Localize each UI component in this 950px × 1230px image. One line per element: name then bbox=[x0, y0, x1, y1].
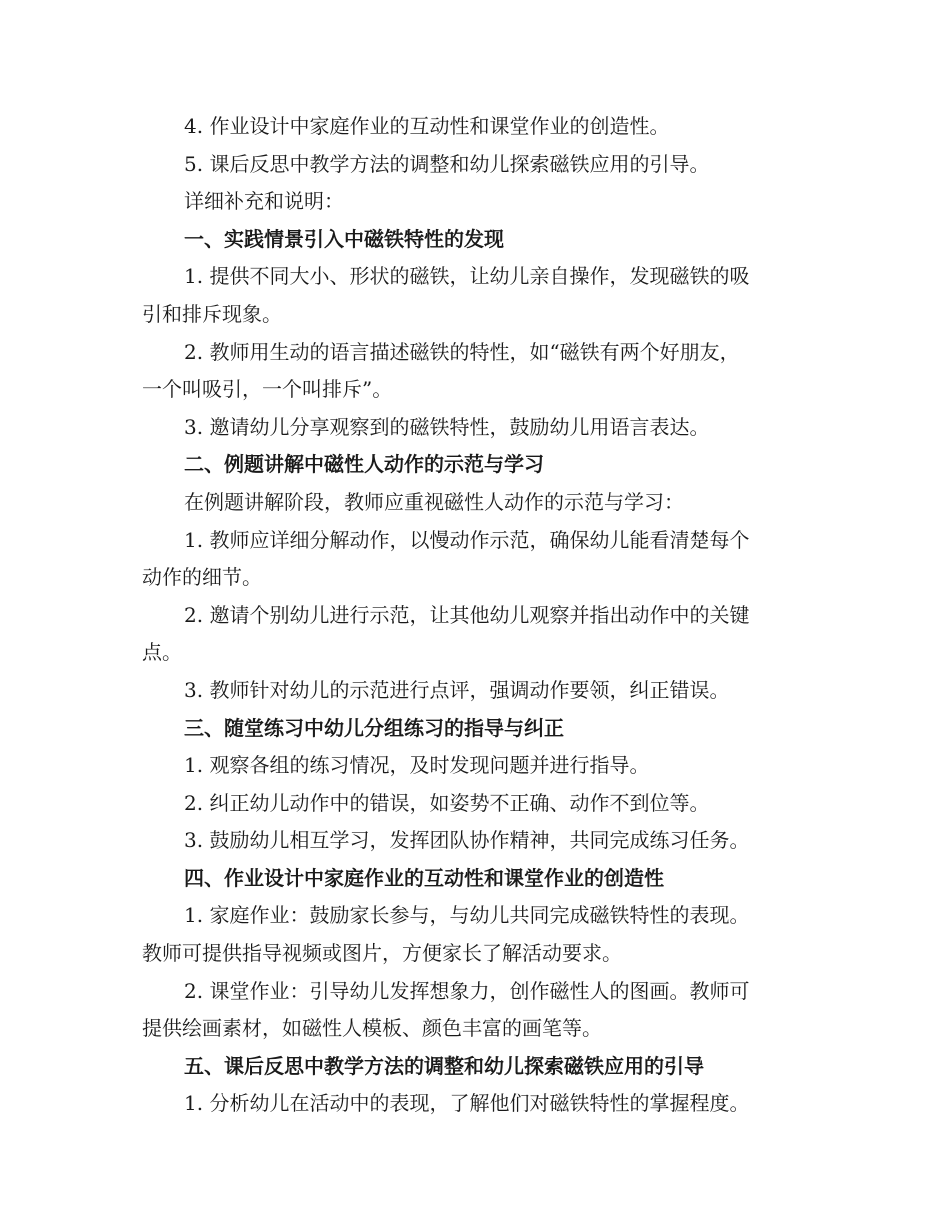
section-heading: 四、作业设计中家庭作业的互动性和课堂作业的创造性 bbox=[184, 865, 664, 890]
paragraph-line: 4. 作业设计中家庭作业的互动性和课堂作业的创造性。 bbox=[184, 114, 670, 138]
paragraph-line: 3. 鼓励幼儿相互学习，发挥团队协作精神，共同完成练习任务。 bbox=[184, 828, 750, 853]
paragraph-line: 详细补充和说明： bbox=[184, 189, 344, 214]
paragraph-line: 2. 邀请个别幼儿进行示范，让其他幼儿观察并指出动作中的关键 bbox=[184, 602, 750, 627]
paragraph-line: 引和排斥现象。 bbox=[142, 301, 282, 326]
paragraph-line: 动作的细节。 bbox=[142, 565, 262, 590]
paragraph-line: 一个叫吸引，一个叫排斥”。 bbox=[142, 377, 393, 402]
paragraph-line: 1. 分析幼儿在活动中的表现，了解他们对磁铁特性的掌握程度。 bbox=[184, 1091, 750, 1116]
section-heading: 二、例题讲解中磁性人动作的示范与学习 bbox=[184, 452, 544, 477]
paragraph-line: 1. 观察各组的练习情况，及时发现问题并进行指导。 bbox=[184, 753, 650, 778]
paragraph-line: 2. 课堂作业：引导幼儿发挥想象力，创作磁性人的图画。教师可 bbox=[184, 978, 750, 1003]
paragraph-line: 3. 邀请幼儿分享观察到的磁铁特性，鼓励幼儿用语言表达。 bbox=[184, 414, 710, 439]
paragraph-line: 1. 教师应详细分解动作，以慢动作示范，确保幼儿能看清楚每个 bbox=[184, 527, 750, 552]
paragraph-line: 1. 家庭作业：鼓励家长参与，与幼儿共同完成磁铁特性的表现。 bbox=[184, 903, 750, 928]
paragraph-line: 1. 提供不同大小、形状的磁铁，让幼儿亲自操作，发现磁铁的吸 bbox=[184, 264, 750, 289]
paragraph-line: 2. 教师用生动的语言描述磁铁的特性，如“磁铁有两个好朋友， bbox=[184, 339, 740, 364]
paragraph-line: 5. 课后反思中教学方法的调整和幼儿探索磁铁应用的引导。 bbox=[184, 151, 710, 176]
paragraph-line: 教师可提供指导视频或图片，方便家长了解活动要求。 bbox=[142, 941, 622, 966]
section-heading: 三、随堂练习中幼儿分组练习的指导与纠正 bbox=[184, 715, 564, 740]
paragraph-line: 2. 纠正幼儿动作中的错误，如姿势不正确、动作不到位等。 bbox=[184, 790, 710, 815]
paragraph-line: 点。 bbox=[142, 640, 182, 665]
section-heading: 五、课后反思中教学方法的调整和幼儿探索磁铁应用的引导 bbox=[184, 1053, 704, 1078]
paragraph-line: 提供绘画素材，如磁性人模板、颜色丰富的画笔等。 bbox=[142, 1016, 602, 1041]
paragraph-line: 3. 教师针对幼儿的示范进行点评，强调动作要领，纠正错误。 bbox=[184, 677, 730, 702]
section-heading: 一、实践情景引入中磁铁特性的发现 bbox=[184, 226, 504, 251]
document-body bbox=[142, 108, 808, 1123]
paragraph-line: 在例题讲解阶段，教师应重视磁性人动作的示范与学习： bbox=[184, 489, 684, 514]
